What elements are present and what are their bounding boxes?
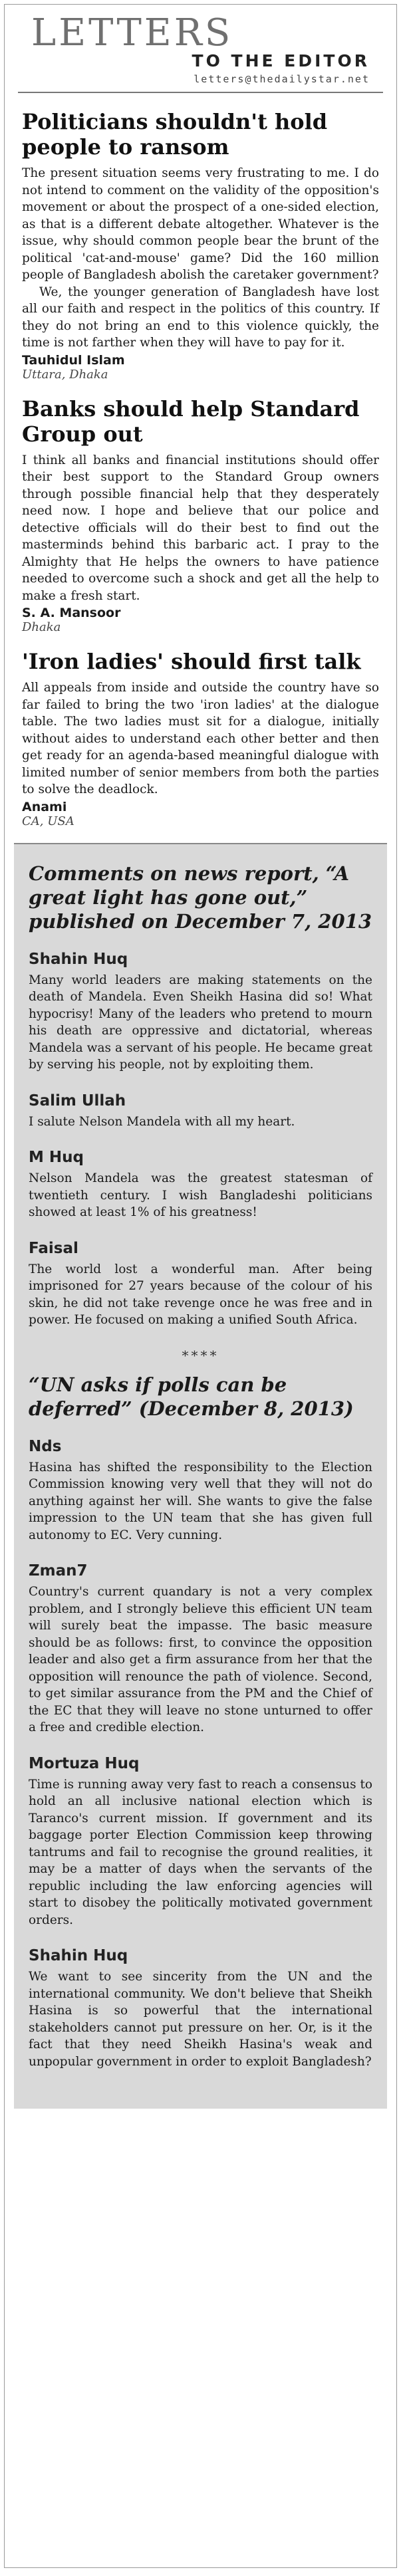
letter xyxy=(22,396,379,635)
masthead-subtitle: TO THE EDITOR xyxy=(192,51,370,70)
comment-text: Country's current quandary is not a very complex problem, and I strongly believe this efficient UN team will surely beat the impasse. The basic measure should be as follows: first, to convince the opposition leader and also get a firm assurance from her that the opposition will renounce the path of violence. Second, to get similar assurance from the PM and the Chief of the EC that they will leave no stone unturned to offer a free and credible election. xyxy=(29,1585,372,1734)
letter-headline: Banks should help Standard Group out xyxy=(22,396,360,447)
comment xyxy=(29,1947,372,2070)
letter-author: Anami xyxy=(22,799,67,814)
letter-paragraph: The present situation seems very frustrating to me. I do not intend to comment on the validity of the opposition's movement or about the prospect of a one-sided election, as that is a different debate altogether. Whatever is the issue, why should common people bear the brunt of the political 'cat-and-mouse' game? Did the 160 million people of Bangladesh abolish the caretaker government? xyxy=(22,166,379,282)
letter-paragraph: I think all banks and financial institutions should offer their best support to the Standard Group owners through possible financial help that they desperately need now. I hope and believe that our police and detective officials will do their best to find out the masterminds behind this barbaric act. I pray to the Almighty that He helps the owners to have patience needed to overcome such a shock and get all the help to make a fresh start. xyxy=(22,453,379,603)
letter-place: CA, USA xyxy=(22,814,74,828)
comment-author: Shahin Huq xyxy=(29,950,128,968)
letter-paragraph: We, the younger generation of Bangladesh have lost all our faith and respect in the politics of this country. If they do not bring an end to this violence quickly, the time is not farther when they will have to pay for it. xyxy=(22,285,379,350)
letter-author: Tauhidul Islam xyxy=(22,352,125,368)
comment-text: Nelson Mandela was the greatest statesman of twentieth century. I wish Bangladeshi politicians showed at least 1% of his greatness! xyxy=(29,1171,372,1219)
comment-text: Many world leaders are making statements on the death of Mandela. Even Sheikh Hasina did so! What hypocrisy! Many of the leaders who pretend to mourn his death are oppressive and dictatorial, whereas Mandela was a servant of his people. He became great by serving his people, not by exploiting them. xyxy=(29,973,372,1072)
comment-text: The world lost a wonderful man. After being imprisoned for 27 years because of the colour of his skin, he did not take revenge once he was free and in power. He focused on making a unified South Africa. xyxy=(29,1262,372,1327)
comments-box xyxy=(14,843,387,2109)
comment-author: Zman7 xyxy=(29,1562,88,1580)
letter-headline: 'Iron ladies' should first talk xyxy=(22,649,361,674)
comment-text: Hasina has shifted the responsibility to the Election Commission knowing very well that they will not do anything against her will. She wants to give the false impression to the UN team that she has given full autonomy to EC. Very cunning. xyxy=(29,1460,372,1542)
comment-text: Time is running away very fast to reach a consensus to hold an all inclusive national election which is Taranco's current mission. If government and its baggage porter Election Commission keep throwing tantrums and fail to recognise the ground realities, it may be a matter of days when the servants of the republic including the law enforcing agencies will start to disobey the politically motivated government orders. xyxy=(29,1777,373,1927)
comment-author: Salim Ullah xyxy=(29,1092,126,1110)
comment xyxy=(29,1755,372,1929)
letters-page xyxy=(4,4,397,2568)
comments-heading: Comments on news report, “A great light has gone out,” published on December 7, 2013 xyxy=(29,862,372,933)
letter-place: Dhaka xyxy=(22,620,61,634)
editor-email: letters@thedailystar.net xyxy=(194,73,370,85)
letter-headline: Politicians shouldn't hold people to ransom xyxy=(22,109,328,160)
comments-heading: “UN asks if polls can be deferred” (December 8, 2013) xyxy=(29,1373,354,1420)
comment xyxy=(29,1562,372,1736)
comment xyxy=(29,1149,372,1221)
comment-author: Nds xyxy=(29,1437,62,1455)
masthead xyxy=(5,5,396,85)
letter-paragraph: All appeals from inside and outside the country have so far failed to bring the two 'iron ladies' at the dialogue table. The two ladies must sit for a dialogue, initially without aides to understand each other better and then get ready for an agenda-based meaningful dialogue with limited number of senior members from both the parties to solve the deadlock. xyxy=(22,681,379,796)
comment-author: M Huq xyxy=(29,1149,84,1166)
comment-author: Shahin Huq xyxy=(29,1947,128,1964)
letter xyxy=(22,109,379,382)
comment-text: I salute Nelson Mandela with all my heart. xyxy=(29,1114,295,1129)
letter-author: S. A. Mansoor xyxy=(22,606,121,620)
comment xyxy=(29,1240,372,1329)
letters-list xyxy=(5,93,396,828)
letter xyxy=(22,649,379,828)
comment xyxy=(29,1438,372,1544)
letter-place: Uttara, Dhaka xyxy=(22,367,108,382)
comment-author: Faisal xyxy=(29,1239,78,1257)
masthead-title: LETTERS xyxy=(31,11,233,55)
comment xyxy=(29,951,372,1074)
comment-text: We want to see sincerity from the UN and the international community. We don't believe that Sheikh Hasina is so powerful that the international stakeholders cannot put pressure on her. Or, is it the fact that they need Sheikh Hasina's weak and unpopular government in order to exploit Bangladesh? xyxy=(29,1970,372,2069)
comment xyxy=(29,1092,372,1131)
comment-author: Mortuza Huq xyxy=(29,1754,140,1772)
section-separator: **** xyxy=(182,1347,219,1363)
